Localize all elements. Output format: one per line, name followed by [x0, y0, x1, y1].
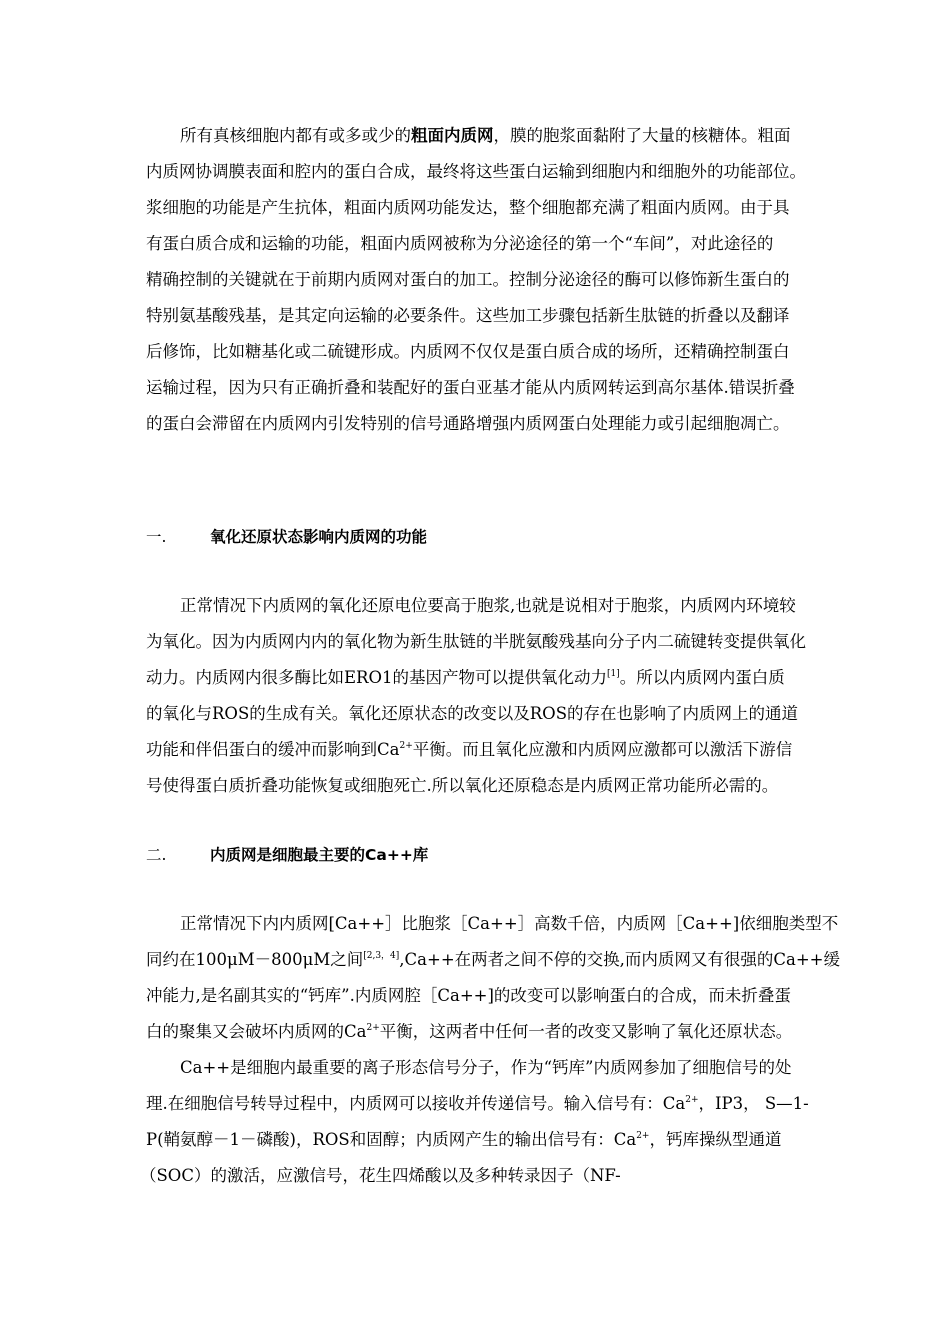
paragraph-1-line-7: 后修饰，比如糖基化或二硫键形成。内质网不仅仅是蛋白质合成的场所，还精确控制蛋白	[146, 342, 790, 361]
paragraph-3-line-1: 正常情况下内内质网[Ca++］比胞浆［Ca++］高数千倍，内质网［Ca++]依细胞类型不	[180, 914, 839, 933]
superscript: 2+	[636, 1131, 650, 1141]
paragraph-1-line-6: 特别氨基酸残基，是其定向运输的必要条件。这些加工步骤包括新生肽链的折叠以及翻译	[146, 306, 790, 325]
section-title: 氧化还原状态影响内质网的功能	[210, 528, 428, 546]
text-run: 同约在100μM－800μM之间	[146, 950, 364, 969]
superscript: 2+	[685, 1095, 699, 1105]
text-run: 所有真核细胞内都有或多或少的	[180, 126, 411, 145]
paragraph-4-line-3	[146, 1130, 781, 1150]
section-heading-1	[146, 527, 427, 547]
superscript: 2+	[399, 741, 413, 751]
paragraph-2-line-3	[146, 668, 785, 688]
paragraph-4-line-1: Ca++是细胞内最重要的离子形态信号分子，作为“钙库”内质网参加了细胞信号的处	[180, 1058, 792, 1077]
section-number: 二.	[146, 846, 167, 864]
section-number: 一.	[146, 528, 167, 546]
paragraph-3-line-4	[146, 1022, 792, 1042]
text-run: 平衡，这两者中任何一者的改变又影响了氧化还原状态。	[379, 1022, 793, 1041]
citation-ref: [1]	[607, 669, 620, 679]
text-run: ，钙库操纵型通道	[649, 1130, 782, 1149]
text-run: 动力。内质网内很多酶比如ERO1的基因产物可以提供氧化动力	[146, 668, 607, 687]
paragraph-1-line-3: 浆细胞的功能是产生抗体，粗面内质网功能发达，整个细胞都充满了粗面内质网。由于具	[146, 198, 790, 217]
citation-ref: [2,3，4]	[363, 951, 400, 961]
text-run: 平衡。而且氧化应激和内质网应激都可以激活下游信	[412, 740, 793, 759]
paragraph-1-line-2: 内质网协调膜表面和腔内的蛋白合成，最终将这些蛋白运输到细胞内和细胞外的功能部位。	[146, 162, 806, 181]
text-run: 功能和伴侣蛋白的缓冲而影响到Ca	[146, 740, 400, 759]
text-run: 理.在细胞信号转导过程中，内质网可以接收并传递信号。输入信号有：Ca	[146, 1094, 686, 1113]
paragraph-2-line-2: 为氧化。因为内质网内内的氧化物为新生肽链的半胱氨酸残基向分子内二硫键转变提供氧化	[146, 632, 806, 651]
paragraph-3-line-3: 冲能力,是名副其实的“钙库”.内质网腔［Ca++]的改变可以影响蛋白的合成，而未折叠蛋	[146, 986, 791, 1005]
section-heading-2	[146, 845, 428, 865]
paragraph-1-line-4: 有蛋白质合成和运输的功能，粗面内质网被称为分泌途径的第一个“车间”，对此途径的	[146, 234, 774, 253]
paragraph-2-line-5	[146, 740, 792, 760]
text-run: 白的聚集又会破坏内质网的Ca	[146, 1022, 367, 1041]
paragraph-1-line-8: 运输过程，因为只有正确折叠和装配好的蛋白亚基才能从内质网转运到高尔基体.错误折叠	[146, 378, 795, 397]
paragraph-1-line-5: 精确控制的关键就在于前期内质网对蛋白的加工。控制分泌途径的酶可以修饰新生蛋白的	[146, 270, 790, 289]
paragraph-4-line-4: （SOC）的激活，应激信号，花生四烯酸以及多种转录因子（NF-	[140, 1166, 621, 1185]
text-run: ，IP3， S—1-	[698, 1094, 809, 1113]
paragraph-3-line-2	[146, 950, 840, 970]
paragraph-1-line-1	[180, 126, 791, 146]
text-run: ,Ca++在两者之间不停的交换,而内质网又有很强的Ca++缓	[399, 950, 841, 969]
superscript: 2+	[366, 1023, 380, 1033]
paragraph-2-line-6: 号使得蛋白质折叠功能恢复或细胞死亡.所以氧化还原稳态是内质网正常功能所必需的。	[146, 776, 779, 795]
paragraph-2-line-1: 正常情况下内质网的氧化还原电位要高于胞浆,也就是说相对于胞浆，内质网内环境较	[180, 596, 796, 615]
paragraph-4-line-2	[146, 1094, 809, 1114]
text-run: 。所以内质网内蛋白质	[619, 668, 785, 687]
section-title: 内质网是细胞最主要的Ca++库	[210, 846, 429, 864]
paragraph-1-line-9: 的蛋白会滞留在内质网内引发特别的信号通路增强内质网蛋白处理能力或引起细胞凋亡。	[146, 414, 790, 433]
text-run: ，膜的胞浆面黏附了大量的核糖体。粗面	[493, 126, 791, 145]
text-run: P(鞘氨醇－1－磷酸)，ROS和固醇；内质网产生的输出信号有：Ca	[146, 1130, 637, 1149]
bold-term: 粗面内质网	[411, 126, 494, 145]
paragraph-2-line-4: 的氧化与ROS的生成有关。氧化还原状态的改变以及ROS的存在也影响了内质网上的通道	[146, 704, 799, 723]
